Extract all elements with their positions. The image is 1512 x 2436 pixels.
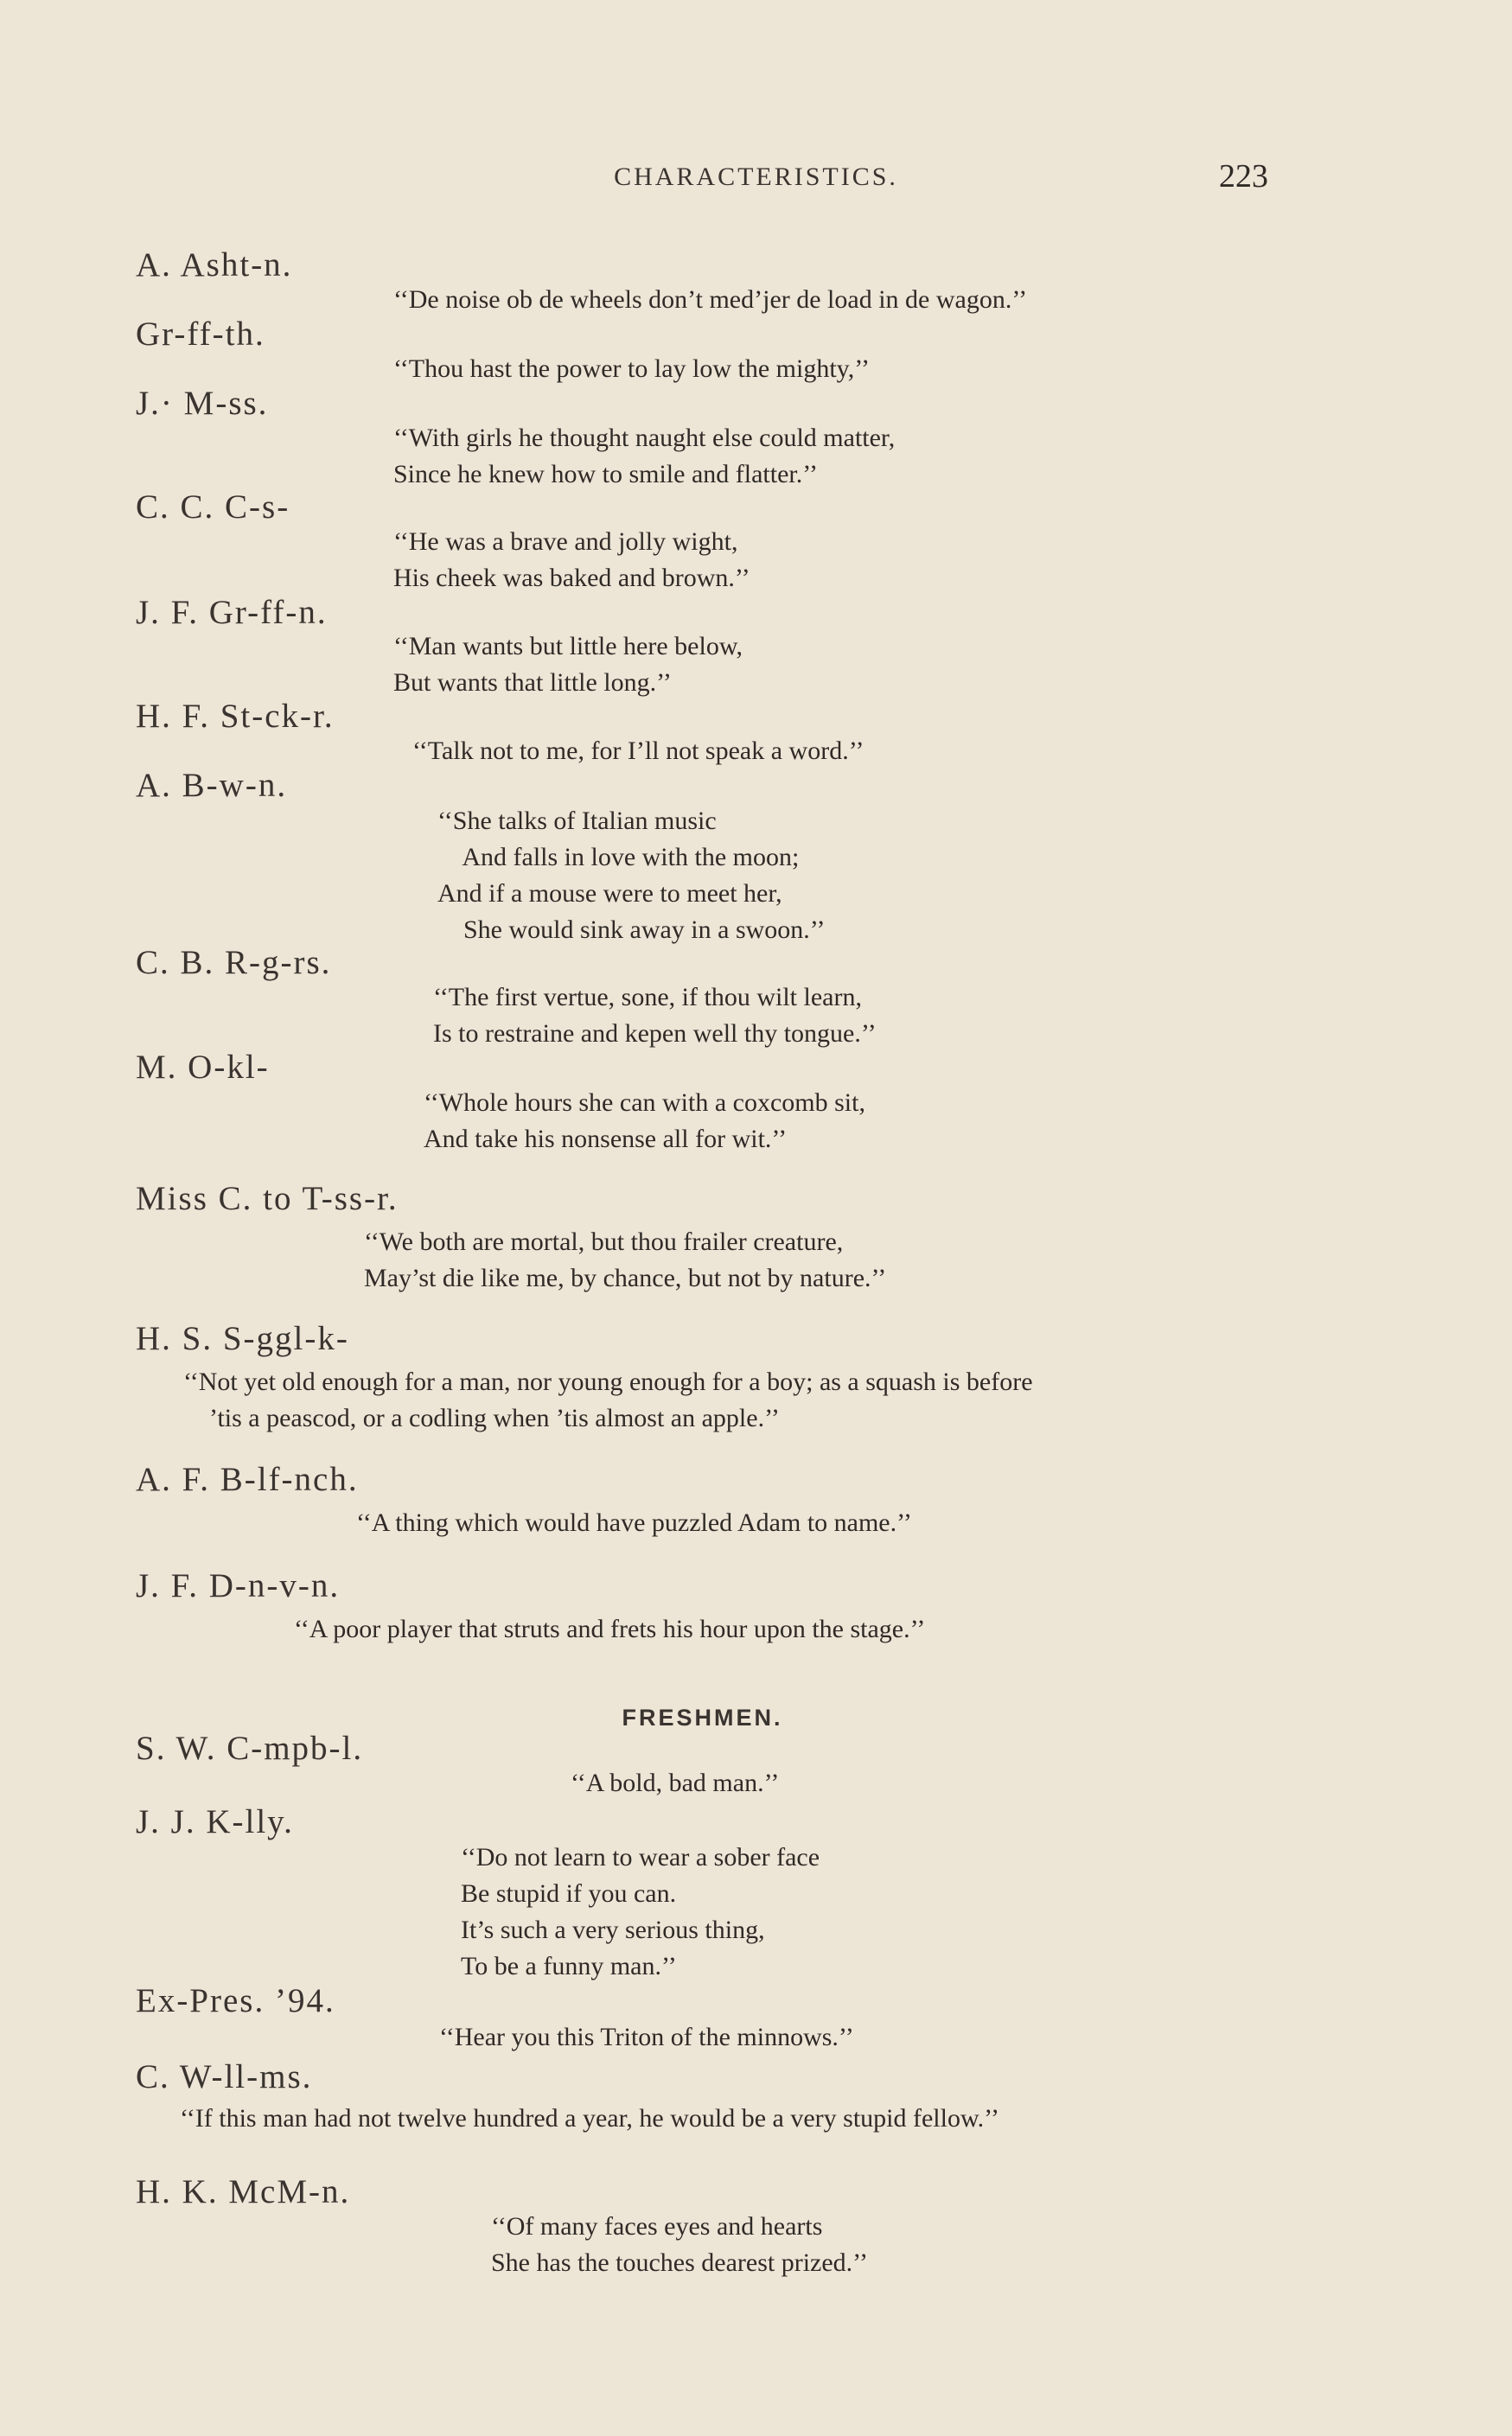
entry-quote: ‘‘Hear you this Triton of the minnows.’’ bbox=[439, 2023, 854, 2051]
entry-quote: ‘‘Man wants but little here below, But wants that little long.’’ bbox=[393, 632, 743, 697]
entry-name: A. F. B-lf-nch. bbox=[136, 1461, 359, 1498]
entry-name: A. Asht-n. bbox=[136, 246, 293, 284]
entry-name: J. F. D-n-v-n. bbox=[136, 1567, 341, 1604]
entry-name: H. K. McM-n. bbox=[136, 2173, 351, 2210]
entry-quote: ‘‘De noise ob de wheels don’t med’jer de load in de wagon.’’ bbox=[393, 285, 1028, 314]
entry-name: Miss C. to T-ss-r. bbox=[136, 1180, 399, 1217]
entry-name: J.· M-ss. bbox=[136, 385, 269, 422]
entry-quote: ‘‘The first vertue, sone, if thou wilt learn, Is to restraine and kepen well thy tongue.’’ bbox=[433, 983, 877, 1048]
section-heading-freshmen: FRESHMEN. bbox=[622, 1705, 783, 1731]
entry-quote: ‘‘Do not learn to wear a sober face Be stupid if you can. It’s such a very serious thing, To be a funny man.’’ bbox=[461, 1843, 820, 1980]
entry-name: J. J. K-lly. bbox=[136, 1803, 294, 1840]
entry-name: H. F. St-ck-r. bbox=[136, 698, 335, 735]
entry-quote: ‘‘Thou hast the power to lay low the mighty,’’ bbox=[393, 354, 870, 383]
entry-name: S. W. C-mpb-l. bbox=[136, 1730, 364, 1767]
entry-quote: ‘‘She talks of Italian music And falls in love with the moon; And if a mouse were to meet her, She would sink away in a swoon.’’ bbox=[437, 807, 826, 944]
entry-name: A. B-w-n. bbox=[136, 767, 288, 804]
entry-name: C. B. R-g-rs. bbox=[136, 944, 332, 981]
entry-quote: ‘‘He was a brave and jolly wight, His cheek was baked and brown.’’ bbox=[393, 527, 750, 592]
entry-quote: ‘‘A poor player that struts and frets his hour upon the stage.’’ bbox=[294, 1615, 926, 1643]
entry-quote: ‘‘We both are mortal, but thou frailer creature, May’st die like me, by chance, but not by nature.’’ bbox=[364, 1228, 887, 1292]
entry-quote: ‘‘A thing which would have puzzled Adam to name.’’ bbox=[356, 1508, 912, 1537]
entry-quote: ‘‘Talk not to me, for I’ll not speak a word.’’ bbox=[412, 737, 864, 765]
page-number: 223 bbox=[1219, 158, 1268, 194]
entry-quote: ‘‘Not yet old enough for a man, nor young enough for a boy; as a squash is before ’tis a peascod, or a codling when ’tis almost an apple.’’ bbox=[183, 1368, 1033, 1432]
entry-name: H. S. S-ggl-k- bbox=[136, 1320, 349, 1357]
entry-quote: ‘‘With girls he thought naught else could matter, Since he knew how to smile and flatter.’’ bbox=[393, 424, 896, 488]
entry-quote: ‘‘Of many faces eyes and hearts She has the touches dearest prized.’’ bbox=[491, 2212, 868, 2277]
entry-name: Gr-ff-th. bbox=[136, 316, 265, 353]
entry-name: M. O-kl- bbox=[136, 1049, 270, 1086]
entry-name: C. W-ll-ms. bbox=[136, 2058, 313, 2095]
entry-name: J. F. Gr-ff-n. bbox=[136, 594, 328, 631]
entry-name: Ex-Pres. ’94. bbox=[136, 1982, 335, 2019]
running-title: CHARACTERISTICS. bbox=[614, 163, 898, 191]
entry-quote: ‘‘If this man had not twelve hundred a year, he would be a very stupid fellow.’’ bbox=[180, 2104, 999, 2133]
entry-quote: ‘‘A bold, bad man.’’ bbox=[571, 1769, 780, 1797]
entry-name: C. C. C-s- bbox=[136, 488, 290, 526]
entry-quote: ‘‘Whole hours she can with a coxcomb sit, And take his nonsense all for wit.’’ bbox=[424, 1088, 865, 1153]
